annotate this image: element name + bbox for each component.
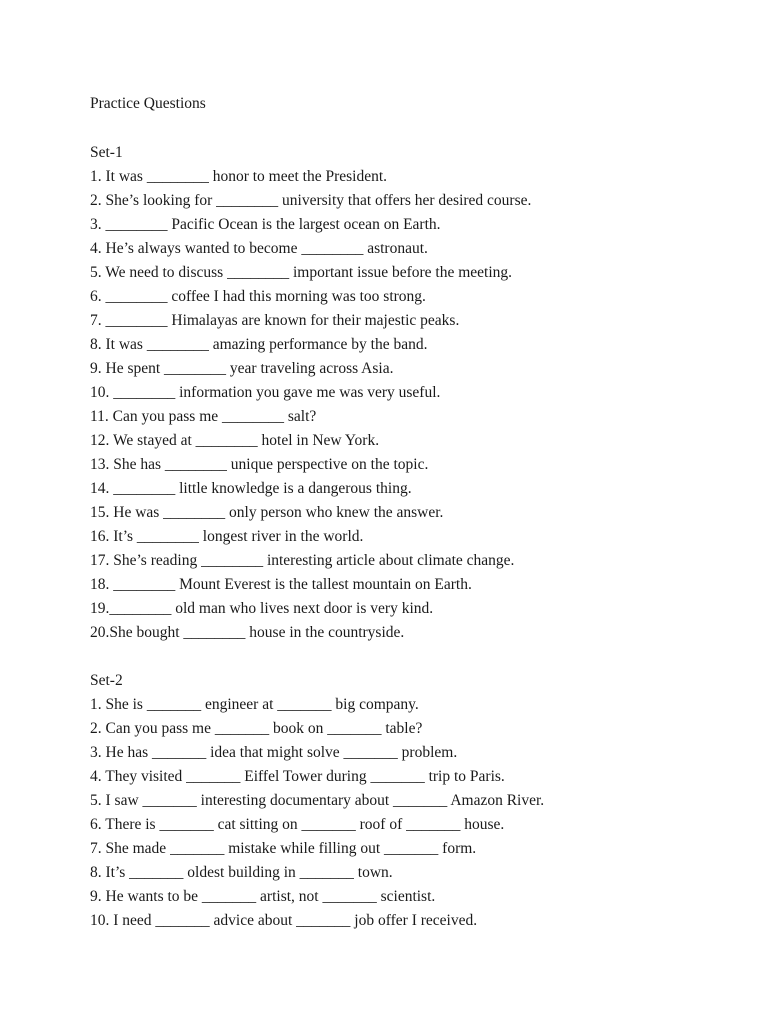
question-item: 6. ________ coffee I had this morning was too strong. [90, 288, 426, 305]
question-item: 12. We stayed at ________ hotel in New York. [90, 432, 380, 449]
question-item: 20.She bought ________ house in the countryside. [90, 624, 405, 641]
question-item: 17. She’s reading ________ interesting article about climate change. [90, 552, 515, 569]
question-item: 5. I saw _______ interesting documentary about _______ Amazon River. [90, 792, 545, 809]
question-item: 13. She has ________ unique perspective on the topic. [90, 456, 429, 473]
document-page [90, 93, 730, 933]
question-item: 7. She made _______ mistake while filling out _______ form. [90, 840, 477, 857]
question-list [90, 165, 730, 645]
question-item: 9. He wants to be _______ artist, not _______ scientist. [90, 888, 436, 905]
question-item: 3. ________ Pacific Ocean is the largest ocean on Earth. [90, 216, 441, 233]
question-item: 4. He’s always wanted to become ________ astronaut. [90, 240, 428, 257]
question-item: 8. It was ________ amazing performance by the band. [90, 336, 428, 353]
document-title: Practice Questions [90, 95, 206, 112]
question-item: 4. They visited _______ Eiffel Tower during _______ trip to Paris. [90, 768, 505, 785]
question-list [90, 693, 730, 933]
question-item: 2. Can you pass me _______ book on _______ table? [90, 720, 423, 737]
question-item: 14. ________ little knowledge is a dangerous thing. [90, 480, 412, 497]
question-item: 18. ________ Mount Everest is the tallest mountain on Earth. [90, 576, 472, 593]
question-set-2 [90, 669, 730, 933]
set-heading: Set-2 [90, 672, 123, 689]
question-item: 7. ________ Himalayas are known for their majestic peaks. [90, 312, 460, 329]
question-item: 10. I need _______ advice about _______ job offer I received. [90, 912, 478, 929]
set-heading: Set-1 [90, 144, 123, 161]
question-set-1 [90, 141, 730, 645]
question-item: 5. We need to discuss ________ important issue before the meeting. [90, 264, 513, 281]
question-item: 1. She is _______ engineer at _______ big company. [90, 696, 419, 713]
question-item: 15. He was ________ only person who knew the answer. [90, 504, 444, 521]
question-item: 6. There is _______ cat sitting on _______ roof of _______ house. [90, 816, 505, 833]
question-item: 9. He spent ________ year traveling across Asia. [90, 360, 394, 377]
question-item: 16. It’s ________ longest river in the world. [90, 528, 364, 545]
question-item: 1. It was ________ honor to meet the President. [90, 168, 388, 185]
question-item: 2. She’s looking for ________ university that offers her desired course. [90, 192, 532, 209]
question-item: 19.________ old man who lives next door is very kind. [90, 600, 434, 617]
question-item: 3. He has _______ idea that might solve _______ problem. [90, 744, 458, 761]
question-item: 10. ________ information you gave me was very useful. [90, 384, 441, 401]
question-item: 11. Can you pass me ________ salt? [90, 408, 317, 425]
question-item: 8. It’s _______ oldest building in _______ town. [90, 864, 393, 881]
